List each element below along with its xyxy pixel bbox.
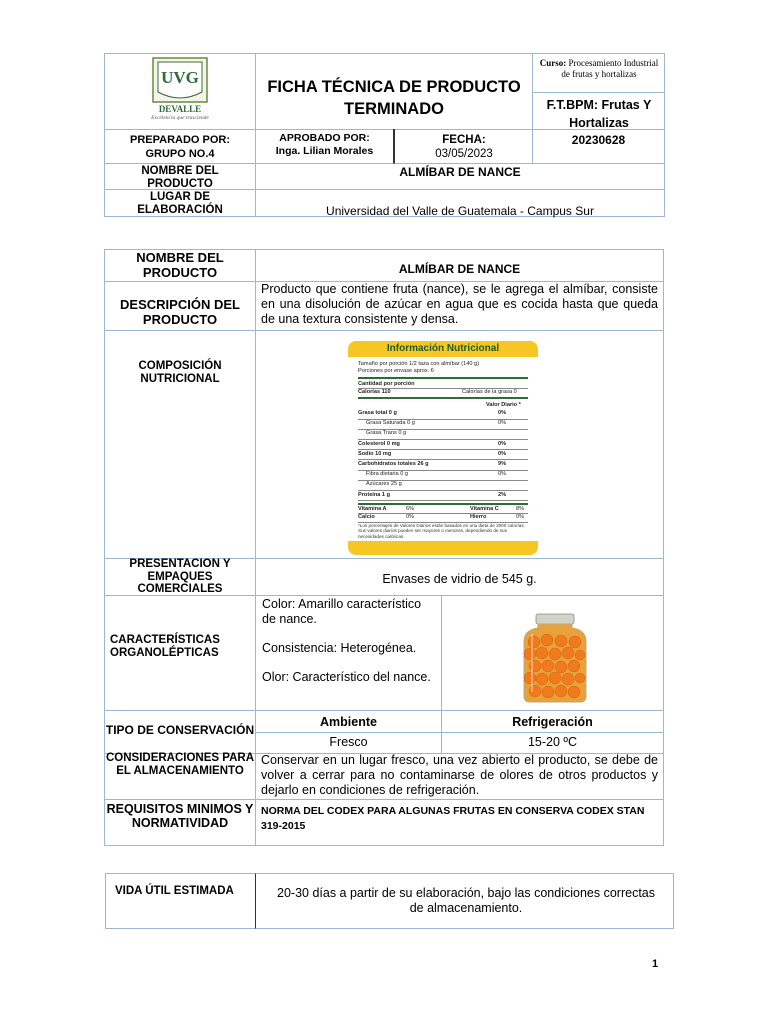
shelf-label: VIDA ÚTIL ESTIMADA: [115, 885, 234, 897]
nutrition-facts-label: Información Nutricional Tamaño por porción 1/2 taza con almíbar (140 g) Porciones por envase aprox. 6 Cantidad por porción Calorías 110 Calorías de la grasa 0 Valor Diario * Grasa total 0 g 0% Grasa Saturada 0 g 0% Grasa Trans 0 g Colesterol 0 mg 0% Sodio 10 mg 0% Carbohidratos totales 26 g 9% Fibra dietaria 0 g 0% Azúcares 25 g Proteína 1 g 2% Vitamina A 6% Vitamina C 8% Calcio 0% Hierro 0% *Los porcentajes de Valores Diarios están basados en una dieta de 2000 calorías. Sus valores diarios pueden ser mayores o menores, dependiendo de sus necesidades calóricas.: [348, 341, 538, 555]
org-color: Color: Amarillo característico de nance.: [262, 597, 422, 626]
course-value: Procesamiento Industrial de frutas y hortalizas: [561, 58, 659, 79]
cons-ambient-header: Ambiente: [320, 715, 377, 729]
desc-label: DESCRIPCIÓN DEL PRODUCTO: [120, 297, 240, 327]
nutrition-title: Información Nutricional: [386, 343, 500, 354]
nutrition-footer-band: [348, 541, 538, 555]
page-number: 1: [652, 958, 659, 970]
store-label: CONSIDERACIONES PARA EL ALMACENAMIENTO: [105, 752, 255, 777]
name-value: ALMÍBAR DE NANCE: [398, 262, 521, 276]
cons-ambient-value: Fresco: [329, 735, 368, 749]
course-text: [538, 58, 660, 79]
date: [395, 133, 533, 161]
logo-tagline: Excelencia que trasciende: [151, 115, 209, 121]
cons-refrigeration-value: 15-20 ºC: [527, 735, 578, 749]
date-value: 03/05/2023: [435, 148, 493, 160]
nutrition-footnote: *Los porcentajes de Valores Diarios están basados en una dieta de 2000 calorías. Sus valores diarios pueden ser mayores o menores, dependiendo de sus necesidades calóricas.: [358, 523, 525, 539]
place-label: LUGAR DE ELABORACIÓN: [137, 191, 223, 216]
comp-label: COMPOSICIÓN NUTRICIONAL: [138, 360, 222, 385]
date-label: FECHA:: [442, 134, 486, 146]
shelf-value: 20-30 días a partir de su elaboración, bajo las condiciones correctas de almacenamiento.: [277, 886, 655, 915]
org-smell: Olor: Característico del nance.: [262, 670, 431, 684]
req-value: NORMA DEL CODEX PARA ALGUNAS FRUTAS EN CONSERVA CODEX STAN 319-2015: [261, 805, 645, 832]
title-line-2: TERMINADO: [344, 100, 444, 118]
pres-label: PRESENTACION Y EMPAQUES COMERCIALES: [129, 558, 231, 595]
org-consistency: Consistencia: Heterogénea.: [262, 641, 417, 655]
prepared-label: PREPARADO POR:: [129, 134, 231, 146]
org-text: [262, 597, 437, 685]
shelf-label-box: [105, 873, 256, 929]
nutrition-divider: [358, 377, 528, 379]
pres-value: Envases de vidrio de 545 g.: [382, 572, 537, 586]
approved-label: APROBADO POR:: [279, 132, 370, 144]
product-name-value: ALMÍBAR DE NANCE: [399, 165, 521, 179]
doc-number: 20230628: [571, 133, 626, 147]
title-line-1: FICHA TÉCNICA DE PRODUCTO: [267, 78, 521, 96]
desc-value: Producto que contiene fruta (nance), se le agrega el almíbar, consiste en una disolución de azúcar en agua que es cocida hasta que queda de una textura consistente y densa.: [261, 282, 658, 326]
prepared-value: GRUPO NO.4: [145, 148, 215, 160]
store-value: Conservar en un lugar fresco, una vez abierto el producto, se debe de volver a cerrar para no contaminarse de olores de otros productos y dejarlo en condiciones de refrigeración.: [261, 753, 658, 797]
doc-code: F.T.BPM: Frutas Y Hortalizas: [546, 98, 652, 130]
name-label: NOMBRE DEL PRODUCTO: [136, 250, 224, 280]
document-title: [255, 76, 533, 120]
logo-letters: UVG: [161, 68, 199, 87]
prepared-by: [104, 133, 256, 161]
approved-by: [255, 132, 394, 158]
cons-label: TIPO DE CONSERVACIÓN: [105, 723, 255, 737]
product-name-label: NOMBRE DEL PRODUCTO: [141, 165, 219, 190]
approved-value: Inga. Lilian Morales: [275, 145, 374, 157]
cons-refrigeration-header: Refrigeración: [512, 715, 593, 729]
org-label: CARACTERÍSTICAS ORGANOLÉPTICAS: [110, 634, 220, 659]
course-label: Curso:: [539, 58, 567, 68]
req-label: REQUISITOS MINIMOS Y NORMATIVIDAD: [106, 802, 254, 830]
nance-jar-image: [522, 612, 588, 704]
university-logo: [150, 56, 210, 126]
place-value: Universidad del Valle de Guatemala - Campus Sur: [326, 204, 594, 218]
logo-brand: DEVALLE: [158, 104, 202, 114]
